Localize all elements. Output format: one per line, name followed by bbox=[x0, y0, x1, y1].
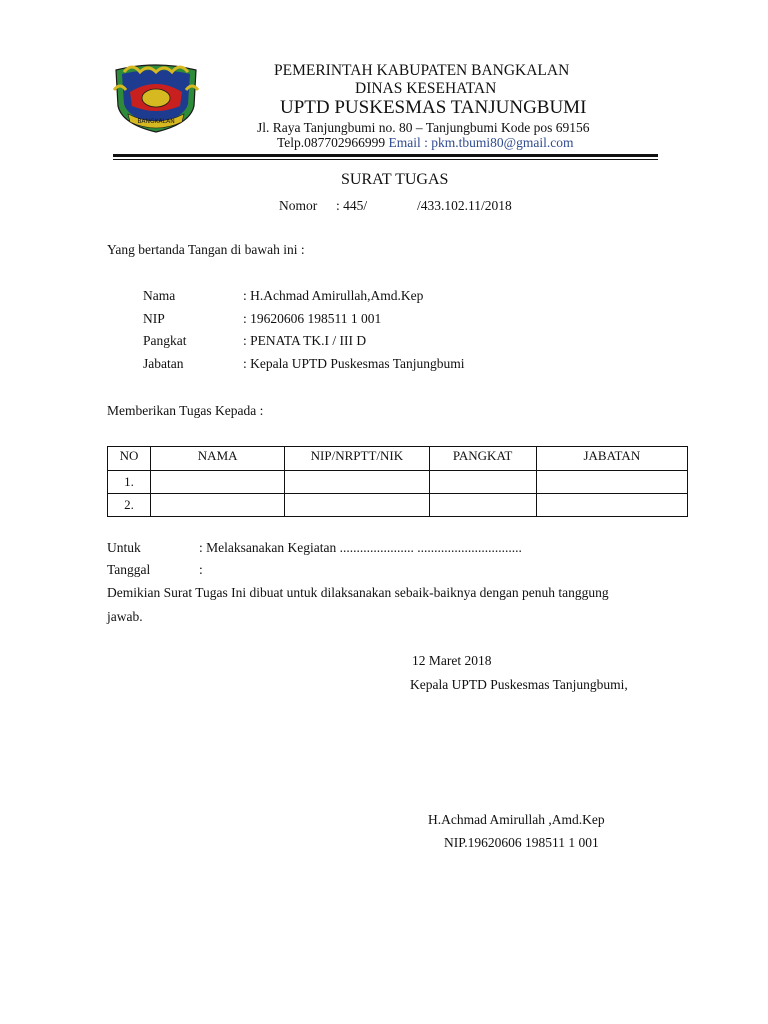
cell-nama bbox=[151, 494, 285, 517]
cell-pangkat bbox=[429, 471, 536, 494]
nomor-value: : 445/ bbox=[336, 198, 368, 213]
sign-position: Kepala UPTD Puskesmas Tanjungbumi, bbox=[410, 677, 628, 692]
col-jabatan: JABATAN bbox=[536, 447, 687, 471]
nomor-suffix: /433.102.11/2018 bbox=[417, 198, 512, 213]
field-nip-value: : 19620606 198511 1 001 bbox=[243, 311, 382, 326]
cell-no: 2. bbox=[108, 494, 151, 517]
closing-line-2: jawab. bbox=[107, 609, 143, 624]
cell-pangkat bbox=[429, 494, 536, 517]
header-line-2: DINAS KESEHATAN bbox=[355, 80, 497, 97]
col-nip: NIP/NRPTT/NIK bbox=[285, 447, 429, 471]
svg-text:BANGKALAN: BANGKALAN bbox=[137, 118, 175, 125]
assignee-table bbox=[107, 446, 688, 517]
table-header-row bbox=[108, 447, 688, 471]
untuk-value: : Melaksanakan Kegiatan ...................... ............................... bbox=[199, 540, 522, 555]
col-nama: NAMA bbox=[151, 447, 285, 471]
header-rule-thin bbox=[113, 159, 658, 160]
intro-text: Yang bertanda Tangan di bawah ini : bbox=[107, 242, 305, 257]
header-address: Jl. Raya Tanjungbumi no. 80 – Tanjungbumi Kode pos 69156 bbox=[257, 120, 590, 135]
field-nip-label: NIP bbox=[143, 311, 165, 326]
untuk-label: Untuk bbox=[107, 540, 141, 555]
header-email: Email : pkm.tbumi80@gmail.com bbox=[388, 135, 574, 150]
field-jabatan-label: Jabatan bbox=[143, 356, 184, 371]
field-nama-label: Nama bbox=[143, 288, 176, 303]
bangkalan-logo bbox=[110, 62, 202, 134]
closing-line-1: Demikian Surat Tugas Ini dibuat untuk dilaksanakan sebaik-baiknya dengan penuh tanggung bbox=[107, 585, 609, 600]
tanggal-value: : bbox=[199, 562, 203, 577]
col-no: NO bbox=[108, 447, 151, 471]
field-pangkat-value: : PENATA TK.I / III D bbox=[243, 333, 367, 348]
tanggal-label: Tanggal bbox=[107, 562, 151, 577]
cell-nama bbox=[151, 471, 285, 494]
field-nama-value: : H.Achmad Amirullah,Amd.Kep bbox=[243, 288, 424, 303]
document-title: SURAT TUGAS bbox=[341, 171, 449, 188]
cell-nip bbox=[285, 494, 429, 517]
cell-no: 1. bbox=[108, 471, 151, 494]
cell-jabatan bbox=[536, 494, 687, 517]
cell-jabatan bbox=[536, 471, 687, 494]
field-jabatan-value: : Kepala UPTD Puskesmas Tanjungbumi bbox=[243, 356, 465, 371]
sign-nip: NIP.19620606 198511 1 001 bbox=[444, 835, 599, 850]
assign-intro: Memberikan Tugas Kepada : bbox=[107, 403, 264, 418]
header-contact bbox=[277, 135, 573, 151]
header-phone: Telp.087702966999 bbox=[277, 135, 389, 150]
nomor-label: Nomor bbox=[279, 198, 318, 213]
table-row bbox=[108, 494, 688, 517]
col-pangkat: PANGKAT bbox=[429, 447, 536, 471]
table-row bbox=[108, 471, 688, 494]
sign-name: H.Achmad Amirullah ,Amd.Kep bbox=[428, 812, 605, 827]
field-pangkat-label: Pangkat bbox=[143, 333, 187, 348]
cell-nip bbox=[285, 471, 429, 494]
header-rule-thick bbox=[113, 154, 658, 157]
header-line-3: UPTD PUSKESMAS TANJUNGBUMI bbox=[280, 97, 587, 118]
sign-date: 12 Maret 2018 bbox=[412, 653, 492, 668]
header-line-1: PEMERINTAH KABUPATEN BANGKALAN bbox=[274, 62, 570, 79]
